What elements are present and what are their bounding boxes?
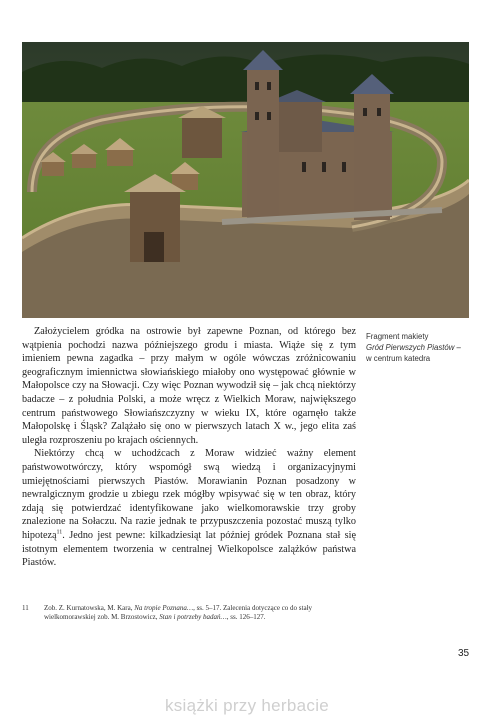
footnote-text: Zob. Z. Kurnatowska, M. Kara, Na tropie Poznana…, ss. 5–17. Zalecenia dotyczące co do stały wielkomorawskiej zob. M. Brzostowicz, Stan i potrzeby badań…, ss. 126–127. [44, 604, 313, 622]
castle-model-photo [22, 42, 469, 318]
castle-model-illustration [22, 42, 469, 318]
footnote-ref: 11 [56, 529, 63, 536]
paragraph-2: Niektórzy chcą w uchodźcach z Moraw widzieć ważny element państwowotwórczy, który wspomógł swą wiedzą i organizacyjnymi umiejętnościami pierwszych Piastów. Morawianin Poznan posadzony w newralgicznym grodzie u zbiegu rzek mógłby wpisywać się w ten obraz, który zdają się potwierdzać identyfikowane jako wielkomorawskie trzy groby znalezione na Sołaczu. Na razie jednak te przypuszczenia pozostać muszą tylko hipotezą$^{11}$. Jedno jest pewne: kilkadziesiąt lat później gródek Poznana stał się istotnym elementem tworzenia w centralnej Wielkopolsce zalążków państwa Piastów. [22, 448, 356, 569]
watermark: książki przy herbacie [164, 696, 330, 715]
paragraph-1: Założycielem gródka na ostrowie był zapewne Poznan, od którego bez wątpienia pochodzi nazwa późniejszego grodu i miasta. Wiąże się z tym imieniem pewna zagadka – przy małym w ogóle wówczas zróżnicowaniu geograficznym imiennictwa słowiańskiego miałoby ono występować głównie w Małopolsce czy na Słowacji. Czy więc Poznan wywodził się – jak chcą niektórzy badacze – z południa Polski, a może wręcz z Wielkich Moraw, największego centrum państwowego Słowiańszczyzny w wieku IX, które ogarnęło także Małopolskę i Śląsk? Zalążało się ono w pierwszych latach X w., jego elita zaś uległa rozproszeniu po krajach ościennych. [22, 326, 356, 446]
footnote-number: 11 [22, 604, 29, 612]
main-text [22, 325, 356, 570]
footnote [22, 604, 356, 622]
photo-caption: Fragment makiety Gród Pierwszych Piastów – w centrum katedra [366, 332, 461, 364]
page-number: 35 [458, 648, 470, 659]
